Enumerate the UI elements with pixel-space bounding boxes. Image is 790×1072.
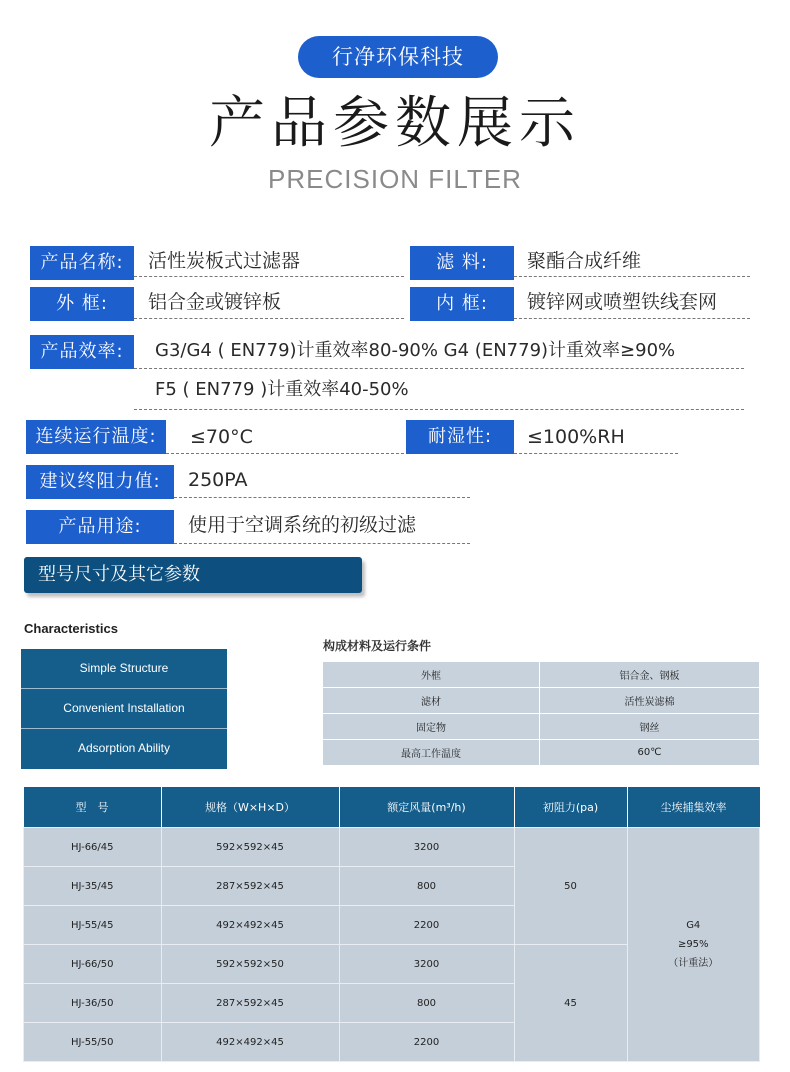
table-cell: 45: [514, 945, 627, 1062]
efficiency-cell: [627, 828, 760, 1062]
column-header: 型 号: [24, 787, 162, 828]
column-header: 规格（W×H×D）: [161, 787, 339, 828]
divider: [174, 497, 470, 498]
efficiency-line: （计重法）: [668, 958, 719, 969]
divider: [514, 318, 750, 319]
table-cell: 2200: [339, 906, 514, 945]
characteristic-item: Convenient Installation: [21, 689, 227, 729]
table-cell: 2200: [339, 1023, 514, 1062]
outer-frame-label: 外 框:: [30, 287, 134, 321]
table-cell: 活性炭滤棉: [540, 688, 760, 714]
table-cell: 492×492×45: [161, 1023, 339, 1062]
usage-label: 产品用途:: [26, 510, 174, 544]
table-cell: 60℃: [540, 740, 760, 766]
table-cell: 铝合金、钢板: [540, 662, 760, 688]
efficiency-line: G4: [686, 920, 701, 931]
company-badge: 行净环保科技: [298, 36, 498, 78]
column-header: 初阻力(pa): [514, 787, 627, 828]
divider: [134, 318, 404, 319]
table-cell: 592×592×45: [161, 828, 339, 867]
media-label: 滤 料:: [410, 246, 514, 280]
table-row: [323, 714, 760, 740]
usage-value: 使用于空调系统的初级过滤: [188, 514, 417, 536]
table-cell: 滤材: [323, 688, 540, 714]
table-cell: 外框: [323, 662, 540, 688]
table-cell: HJ-55/45: [24, 906, 162, 945]
model-table: [23, 787, 760, 1062]
table-cell: 3200: [339, 945, 514, 984]
table-cell: 800: [339, 984, 514, 1023]
table-cell: 3200: [339, 828, 514, 867]
table-cell: 800: [339, 867, 514, 906]
materials-title: 构成材料及运行条件: [323, 639, 432, 653]
table-cell: HJ-66/50: [24, 945, 162, 984]
humidity-value: ≤100%RH: [527, 426, 625, 448]
table-cell: HJ-36/50: [24, 984, 162, 1023]
inner-frame-label: 内 框:: [410, 287, 514, 321]
column-header: 尘埃捕集效率: [627, 787, 760, 828]
page-title: 产品参数展示: [209, 91, 581, 156]
table-cell: 287×592×45: [161, 867, 339, 906]
temperature-label: 连续运行温度:: [26, 420, 166, 454]
divider: [174, 543, 470, 544]
divider: [166, 453, 404, 454]
product-name-label: 产品名称:: [30, 246, 134, 280]
table-header-row: [24, 787, 760, 828]
table-cell: 50: [514, 828, 627, 945]
table-row: [24, 828, 760, 867]
divider: [134, 276, 404, 277]
efficiency-value-1: G3/G4 ( EN779)计重效率80-90% G4 (EN779)计重效率≥90%: [155, 340, 676, 361]
table-cell: 钢丝: [540, 714, 760, 740]
table-row: [323, 688, 760, 714]
efficiency-label: 产品效率:: [30, 335, 134, 369]
efficiency-line: ≥95%: [677, 939, 709, 950]
efficiency-value-2: F5 ( EN779 )计重效率40-50%: [155, 379, 409, 400]
table-row: [323, 662, 760, 688]
resistance-label: 建议终阻力值:: [26, 465, 174, 499]
table-row: [323, 740, 760, 766]
table-cell: HJ-35/45: [24, 867, 162, 906]
table-cell: HJ-66/45: [24, 828, 162, 867]
column-header: 额定风量(m³/h): [339, 787, 514, 828]
characteristic-item: Adsorption Ability: [77, 741, 171, 755]
temperature-value: ≤70°C: [190, 426, 253, 448]
humidity-label: 耐湿性:: [406, 420, 514, 454]
table-cell: HJ-55/50: [24, 1023, 162, 1062]
table-cell: 592×592×50: [161, 945, 339, 984]
outer-frame-value: 铝合金或镀锌板: [148, 291, 282, 313]
characteristic-item: Simple Structure: [21, 649, 227, 689]
divider: [134, 368, 744, 369]
table-cell: 最高工作温度: [323, 740, 540, 766]
materials-table: [322, 661, 760, 766]
product-name-value: 活性炭板式过滤器: [148, 250, 301, 272]
page-subtitle: PRECISION FILTER: [268, 164, 522, 194]
section-banner: 型号尺寸及其它参数: [24, 557, 362, 593]
inner-frame-value: 镀锌网或喷塑铁线套网: [527, 291, 718, 313]
divider: [514, 453, 678, 454]
table-cell: 固定物: [323, 714, 540, 740]
resistance-value: 250PA: [188, 469, 248, 491]
media-value: 聚酯合成纤维: [527, 250, 642, 272]
divider: [514, 276, 750, 277]
characteristics-list: [21, 649, 227, 769]
characteristics-title: Characteristics: [24, 621, 118, 636]
table-cell: 287×592×45: [161, 984, 339, 1023]
table-cell: 492×492×45: [161, 906, 339, 945]
divider: [134, 409, 744, 410]
